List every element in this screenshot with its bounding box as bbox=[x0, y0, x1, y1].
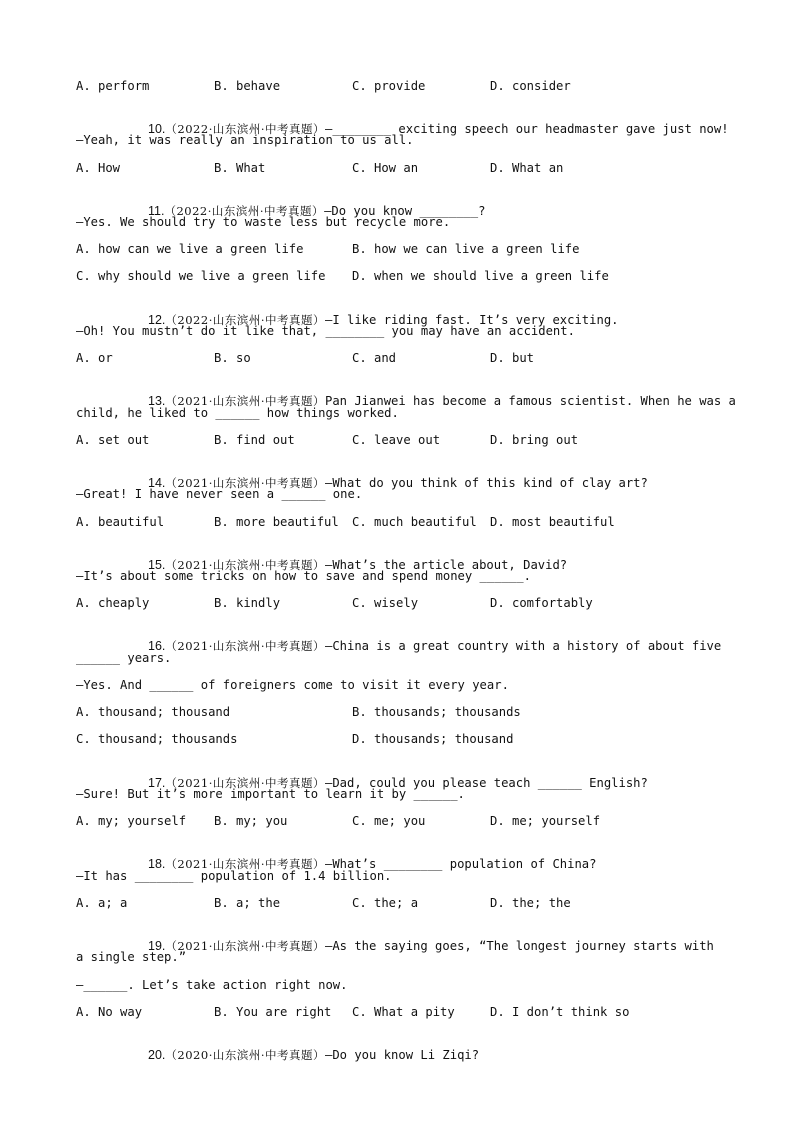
question-source: （2021·山东滨州·中考真题） bbox=[165, 776, 325, 790]
option-b: B. find out bbox=[214, 433, 295, 447]
question-number: 18. bbox=[148, 857, 166, 871]
question-stem-continued: ______ years. bbox=[76, 651, 172, 665]
question-stem: —Dad, could you please teach ______ English? bbox=[325, 776, 648, 790]
option-c: C. What a pity bbox=[352, 1005, 455, 1019]
option-d: D. consider bbox=[490, 79, 571, 93]
question-source: （2022·山东滨州·中考真题） bbox=[165, 313, 325, 327]
question-stem: —What’s ________ population of China? bbox=[325, 857, 597, 871]
question-stem: —China is a great country with a history of about five bbox=[325, 639, 722, 653]
question-source: （2021·山东滨州·中考真题） bbox=[165, 476, 325, 490]
question-source: （2021·山东滨州·中考真题） bbox=[165, 639, 325, 653]
option-c: C. leave out bbox=[352, 433, 441, 447]
option-d: D. What an bbox=[490, 161, 564, 175]
option-c: C. How an bbox=[352, 161, 419, 175]
option-b: B. behave bbox=[214, 79, 281, 93]
question-number: 17. bbox=[148, 776, 166, 790]
question-source: （2020·山东滨州·中考真题） bbox=[165, 1048, 325, 1062]
option-d: D. I don’t think so bbox=[490, 1005, 630, 1019]
question-source: （2022·山东滨州·中考真题） bbox=[164, 204, 325, 218]
question-reply: —Yes. And ______ of foreigners come to visit it every year. bbox=[76, 678, 509, 692]
question-reply: —______. Let’s take action right now. bbox=[76, 978, 348, 992]
option-a: A. my; yourself bbox=[76, 814, 187, 828]
question-reply: —It has ________ population of 1.4 billion. bbox=[76, 869, 392, 883]
option-a: A. perform bbox=[76, 79, 150, 93]
option-d: D. the; the bbox=[490, 896, 571, 910]
question-number: 19. bbox=[148, 939, 166, 953]
option-a: A. how can we live a green life bbox=[76, 242, 304, 256]
option-d: D. most beautiful bbox=[490, 515, 615, 529]
question-number: 20. bbox=[148, 1048, 166, 1062]
question-number: 11. bbox=[148, 204, 165, 218]
option-b: B. a; the bbox=[214, 896, 281, 910]
question-stem: —Do you know Li Ziqi? bbox=[325, 1048, 480, 1062]
option-b: B. so bbox=[214, 351, 251, 365]
option-a: A. or bbox=[76, 351, 113, 365]
option-b: B. What bbox=[214, 161, 266, 175]
question-stem: —I like riding fast. It’s very exciting. bbox=[325, 313, 619, 327]
question-stem: —As the saying goes, “The longest journey starts with bbox=[325, 939, 714, 953]
question-number: 16. bbox=[148, 639, 166, 653]
question-stem: —________ exciting speech our headmaster gave just now! bbox=[325, 122, 729, 136]
question-number: 15. bbox=[148, 558, 166, 572]
question-reply: —Great! I have never seen a ______ one. bbox=[76, 487, 363, 501]
question-reply: —Oh! You mustn’t do it like that, ________ you may have an accident. bbox=[76, 324, 575, 338]
option-a: A. No way bbox=[76, 1005, 143, 1019]
question-number: 12. bbox=[148, 313, 166, 327]
question-reply: —Sure! But it’s more important to learn it by ______. bbox=[76, 787, 465, 801]
option-c: C. and bbox=[352, 351, 397, 365]
option-b: B. You are right bbox=[214, 1005, 332, 1019]
option-a: A. beautiful bbox=[76, 515, 165, 529]
question-source: （2021·山东滨州·中考真题） bbox=[165, 558, 325, 572]
option-a: A. cheaply bbox=[76, 596, 150, 610]
question-reply: —Yeah, it was really an inspiration to us all. bbox=[76, 133, 414, 147]
question-stem-continued: child, he liked to ______ how things worked. bbox=[76, 406, 399, 420]
question-stem: —What do you think of this kind of clay art? bbox=[325, 476, 648, 490]
option-d: D. thousands; thousand bbox=[352, 732, 514, 746]
option-b: B. kindly bbox=[214, 596, 281, 610]
question-stem: —Do you know ________? bbox=[324, 204, 486, 218]
question-number: 10. bbox=[148, 122, 166, 136]
question-source: （2021·山东滨州·中考真题） bbox=[165, 939, 325, 953]
question-reply: —Yes. We should try to waste less but recycle more. bbox=[76, 215, 451, 229]
option-c: C. why should we live a green life bbox=[76, 269, 326, 283]
option-c: C. thousand; thousands bbox=[76, 732, 238, 746]
question-number: 13. bbox=[148, 394, 166, 408]
option-c: C. the; a bbox=[352, 896, 419, 910]
option-b: B. how we can live a green life bbox=[352, 242, 580, 256]
question-source: （2021·山东滨州·中考真题） bbox=[165, 394, 325, 408]
question-source: （2021·山东滨州·中考真题） bbox=[165, 857, 325, 871]
question-number: 14. bbox=[148, 476, 166, 490]
option-a: A. set out bbox=[76, 433, 150, 447]
question-source: （2022·山东滨州·中考真题） bbox=[165, 122, 325, 136]
option-d: D. when we should live a green life bbox=[352, 269, 609, 283]
question-reply: —It’s about some tricks on how to save and spend money ______. bbox=[76, 569, 531, 583]
option-a: A. a; a bbox=[76, 896, 128, 910]
option-d: D. me; yourself bbox=[490, 814, 601, 828]
option-d: D. bring out bbox=[490, 433, 579, 447]
option-b: B. my; you bbox=[214, 814, 288, 828]
question-stem: Pan Jianwei has become a famous scientist. When he was a bbox=[325, 394, 736, 408]
option-d: D. but bbox=[490, 351, 535, 365]
option-a: A. How bbox=[76, 161, 121, 175]
option-b: B. thousands; thousands bbox=[352, 705, 521, 719]
option-a: A. thousand; thousand bbox=[76, 705, 231, 719]
question-stem: —What’s the article about, David? bbox=[325, 558, 568, 572]
option-d: D. comfortably bbox=[490, 596, 593, 610]
question-stem-continued: a single step.” bbox=[76, 950, 187, 964]
option-c: C. much beautiful bbox=[352, 515, 477, 529]
option-c: C. me; you bbox=[352, 814, 426, 828]
option-c: C. wisely bbox=[352, 596, 419, 610]
option-c: C. provide bbox=[352, 79, 426, 93]
option-b: B. more beautiful bbox=[214, 515, 339, 529]
